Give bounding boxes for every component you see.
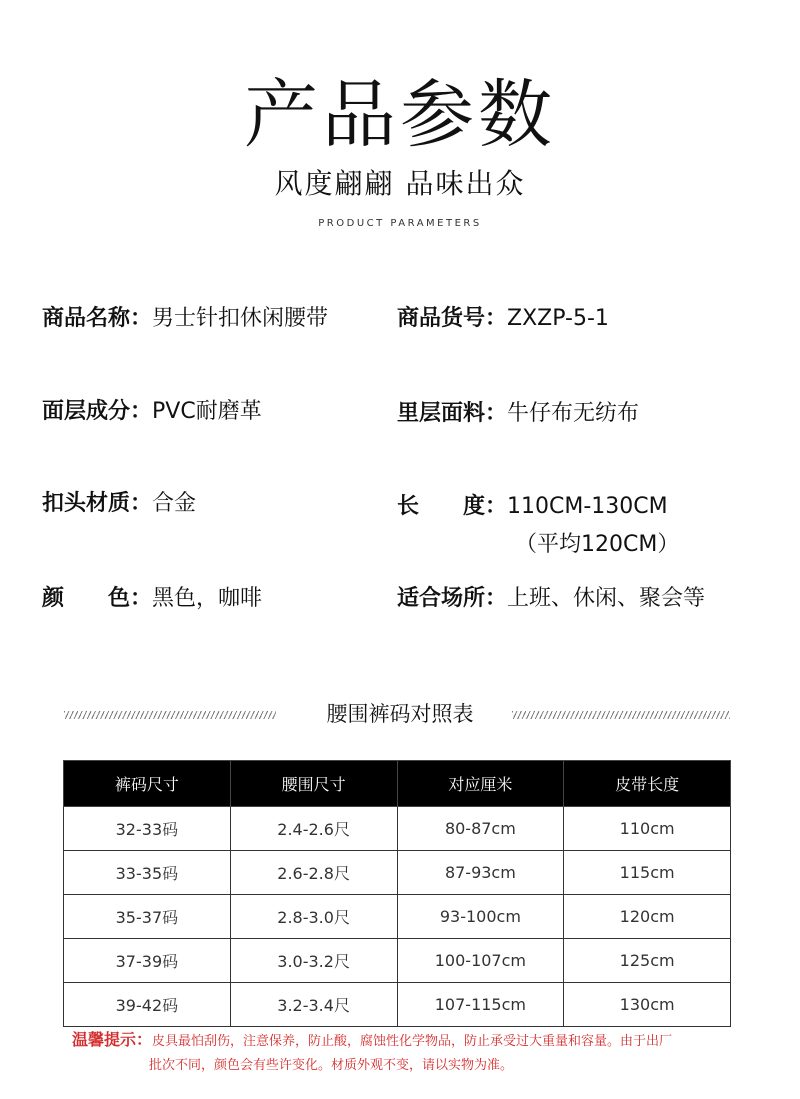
param-buckle xyxy=(42,485,196,523)
param-label: 商品货号： xyxy=(397,306,508,331)
english-caption: PRODUCT PARAMETERS xyxy=(318,218,482,229)
table-cell: 93-100cm xyxy=(397,895,564,939)
table-cell: 32-33码 xyxy=(64,807,231,851)
table-cell: 2.6-2.8尺 xyxy=(230,851,397,895)
size-chart-table xyxy=(63,760,731,1027)
notice-text-line2: 批次不同，颜色会有些许变化。材质外观不变，请以实物为准。 xyxy=(149,1058,514,1073)
table-row xyxy=(64,807,731,851)
table-header-cell: 腰围尺寸 xyxy=(230,761,397,807)
table-cell: 2.8-3.0尺 xyxy=(230,895,397,939)
param-value: 黑色，咖啡 xyxy=(152,586,263,611)
page-title: 产品参数 xyxy=(244,72,556,158)
param-occasion xyxy=(397,580,705,618)
decorative-hatch-right xyxy=(512,711,730,719)
table-cell: 2.4-2.6尺 xyxy=(230,807,397,851)
param-length xyxy=(397,488,679,564)
param-value: ZXZP-5-1 xyxy=(507,306,609,331)
param-label: 商品名称： xyxy=(42,306,153,331)
table-cell: 107-115cm xyxy=(397,983,564,1027)
param-color xyxy=(42,580,262,618)
page-subtitle: 风度翩翩 品味出众 xyxy=(274,167,526,200)
table-cell: 80-87cm xyxy=(397,807,564,851)
param-product-name xyxy=(42,300,328,338)
table-header-cell: 对应厘米 xyxy=(397,761,564,807)
table-row xyxy=(64,939,731,983)
table-cell: 100-107cm xyxy=(397,939,564,983)
param-value: 牛仔布无纺布 xyxy=(507,401,640,426)
table-cell: 87-93cm xyxy=(397,851,564,895)
table-header-cell: 裤码尺寸 xyxy=(64,761,231,807)
param-label: 适合场所： xyxy=(397,586,508,611)
size-table-title: 腰围裤码对照表 xyxy=(326,702,474,726)
param-sku xyxy=(397,300,609,338)
table-cell: 35-37码 xyxy=(64,895,231,939)
param-value: 合金 xyxy=(152,491,197,516)
table-cell: 3.0-3.2尺 xyxy=(230,939,397,983)
care-notice xyxy=(72,1028,732,1078)
notice-text-line1: 皮具最怕刮伤，注意保养，防止酸，腐蚀性化学物品，防止承受过大重量和容量。由于出厂 xyxy=(152,1034,673,1049)
table-header-row xyxy=(64,761,731,807)
param-lining xyxy=(397,395,639,433)
param-value: 110CM-130CM xyxy=(507,494,668,519)
table-cell: 130cm xyxy=(564,983,731,1027)
table-cell: 120cm xyxy=(564,895,731,939)
table-row xyxy=(64,851,731,895)
param-value-secondary: （平均120CM） xyxy=(515,532,680,557)
table-row xyxy=(64,983,731,1027)
param-value: PVC耐磨革 xyxy=(152,399,262,424)
table-cell: 3.2-3.4尺 xyxy=(230,983,397,1027)
table-cell: 115cm xyxy=(564,851,731,895)
param-label: 里层面料： xyxy=(397,401,508,426)
table-row xyxy=(64,895,731,939)
table-cell: 110cm xyxy=(564,807,731,851)
param-label: 颜 色： xyxy=(42,586,153,611)
param-label: 面层成分： xyxy=(42,399,153,424)
table-cell: 33-35码 xyxy=(64,851,231,895)
table-cell: 37-39码 xyxy=(64,939,231,983)
param-surface xyxy=(42,393,262,431)
table-cell: 39-42码 xyxy=(64,983,231,1027)
param-label: 长 度： xyxy=(397,494,508,519)
param-value: 上班、休闲、聚会等 xyxy=(507,586,706,611)
table-cell: 125cm xyxy=(564,939,731,983)
table-header-cell: 皮带长度 xyxy=(564,761,731,807)
notice-label: 温馨提示： xyxy=(72,1030,153,1049)
param-label: 扣头材质： xyxy=(42,491,153,516)
param-value: 男士针扣休闲腰带 xyxy=(152,306,329,331)
